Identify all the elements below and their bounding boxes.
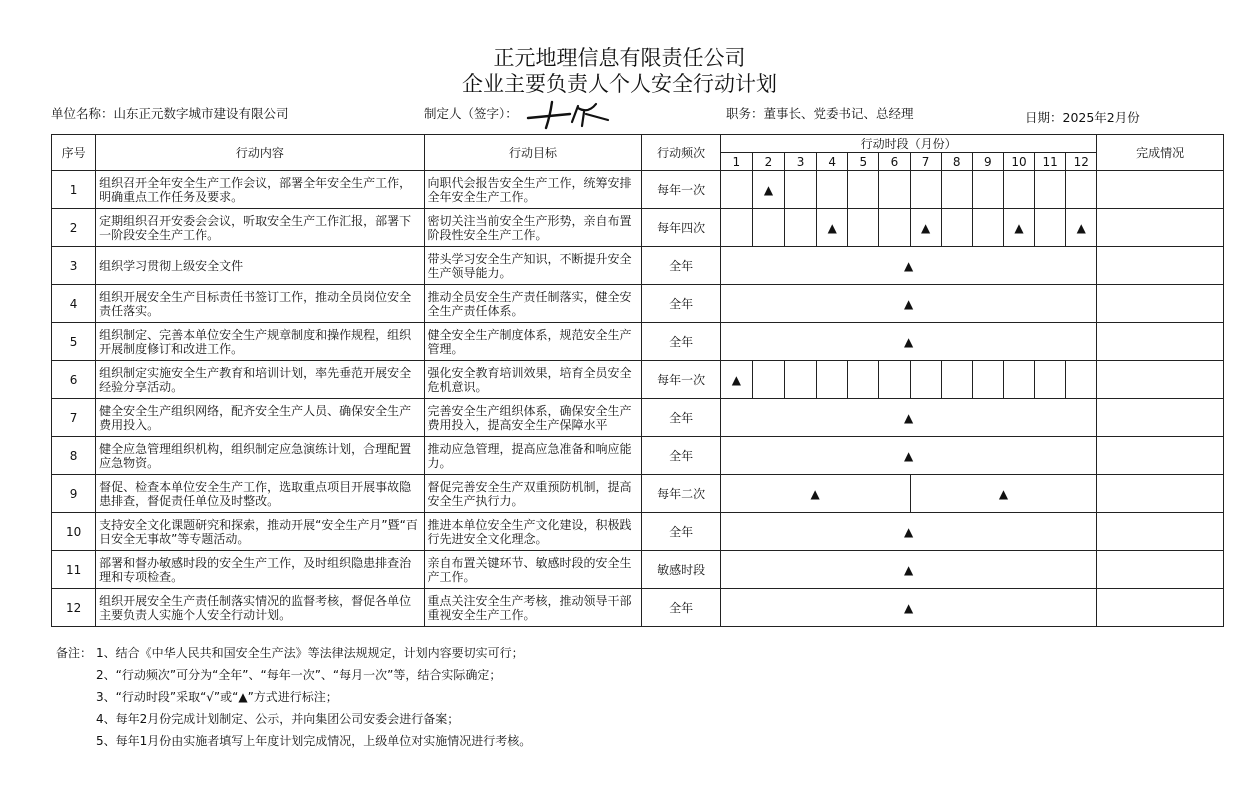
row-frequency: 每年一次 [642,361,720,399]
month-cell [785,171,817,209]
row-goal: 推进本单位安全生产文化建设，积极践行先进安全文化理念。 [424,513,642,551]
row-goal: 密切关注当前安全生产形势，亲自布置阶段性安全生产工作。 [424,209,642,247]
row-content: 组织召开全年安全生产工作会议，部署全年安全生产工作，明确重点工作任务及要求。 [96,171,424,209]
row-status [1097,285,1224,323]
month-cell [972,209,1003,247]
row-frequency: 全年 [642,323,720,361]
month-cell: ▲ [910,209,941,247]
header-frequency: 行动频次 [642,135,720,171]
row-frequency: 每年四次 [642,209,720,247]
row-content: 健全应急管理组织机构，组织制定应急演练计划，合理配置应急物资。 [96,437,424,475]
month-cell [848,361,879,399]
row-seq: 9 [52,475,96,513]
table-row [52,323,1224,361]
month-header: 1 [720,153,752,171]
month-cell [941,171,972,209]
notes [56,642,531,752]
period-full-year-cell: ▲ [720,285,1097,323]
table-row [52,513,1224,551]
row-content: 组织开展安全生产目标责任书签订工作，推动全员岗位安全责任落实。 [96,285,424,323]
period-full-year-cell: ▲ [720,399,1097,437]
month-cell [1003,171,1034,209]
period-full-year-cell: ▲ [720,437,1097,475]
month-cell [1035,361,1066,399]
month-cell [1003,361,1034,399]
plan-maker-label: 制定人（签字）： [424,106,518,121]
row-frequency: 每年二次 [642,475,720,513]
row-frequency: 每年一次 [642,171,720,209]
table-row [52,589,1224,627]
month-cell [752,361,784,399]
month-header: 6 [879,153,910,171]
month-cell [817,171,848,209]
table-row [52,475,1224,513]
period-half-cell: ▲ [910,475,1097,513]
month-cell [879,209,910,247]
row-goal: 重点关注安全生产考核，推动领导干部重视安全生产工作。 [424,589,642,627]
note-item: 1、结合《中华人民共和国安全生产法》等法律法规规定，计划内容要切实可行； [96,646,524,660]
row-goal: 带头学习安全生产知识，不断提升安全生产领导能力。 [424,247,642,285]
table-row [52,437,1224,475]
header-period: 行动时段（月份） [720,135,1097,153]
row-content: 部署和督办敏感时段的安全生产工作，及时组织隐患排查治理和专项检查。 [96,551,424,589]
row-goal: 推动应急管理，提高应急准备和响应能力。 [424,437,642,475]
date: 日期：2025年2月份 [1025,110,1140,125]
row-content: 督促、检查本单位安全生产工作，选取重点项目开展事故隐患排查，督促责任单位及时整改。 [96,475,424,513]
row-goal: 健全安全生产制度体系，规范安全生产管理。 [424,323,642,361]
row-seq: 5 [52,323,96,361]
month-header: 5 [848,153,879,171]
row-frequency: 全年 [642,589,720,627]
period-full-year-cell: ▲ [720,247,1097,285]
row-status [1097,399,1224,437]
month-cell: ▲ [1066,209,1097,247]
row-goal: 强化安全教育培训效果，培育全员安全危机意识。 [424,361,642,399]
month-cell [848,209,879,247]
row-status [1097,323,1224,361]
row-content: 组织开展安全生产责任制落实情况的监督考核，督促各单位主要负责人实施个人安全行动计划。 [96,589,424,627]
row-status [1097,475,1224,513]
month-cell [1066,361,1097,399]
row-goal: 亲自布置关键环节、敏感时段的安全生产工作。 [424,551,642,589]
row-frequency: 敏感时段 [642,551,720,589]
month-cell [720,209,752,247]
row-content: 组织学习贯彻上级安全文件 [96,247,424,285]
row-content: 支持安全文化课题研究和探索，推动开展“安全生产月”暨“百日安全无事故”等专题活动。 [96,513,424,551]
month-cell [817,361,848,399]
row-frequency: 全年 [642,437,720,475]
period-full-year-cell: ▲ [720,513,1097,551]
company-title: 正元地理信息有限责任公司 [493,46,746,70]
month-header: 4 [817,153,848,171]
month-cell: ▲ [720,361,752,399]
action-plan-table [51,134,1224,627]
month-header: 11 [1035,153,1066,171]
row-goal: 完善安全生产组织体系，确保安全生产费用投入，提高安全生产保障水平 [424,399,642,437]
month-cell [972,361,1003,399]
row-goal: 督促完善安全生产双重预防机制，提高安全生产执行力。 [424,475,642,513]
month-cell: ▲ [1003,209,1034,247]
row-seq: 3 [52,247,96,285]
month-header: 8 [941,153,972,171]
row-content: 组织制定实施安全生产教育和培训计划，率先垂范开展安全经验分享活动。 [96,361,424,399]
row-content: 健全安全生产组织网络，配齐安全生产人员、确保安全生产费用投入。 [96,399,424,437]
table-row [52,247,1224,285]
month-cell [1035,209,1066,247]
row-status [1097,361,1224,399]
month-cell [720,171,752,209]
table-row [52,209,1224,247]
row-frequency: 全年 [642,399,720,437]
table-row [52,361,1224,399]
month-cell [910,171,941,209]
header-status: 完成情况 [1097,135,1224,171]
month-cell [848,171,879,209]
period-full-year-cell: ▲ [720,323,1097,361]
month-cell [972,171,1003,209]
row-status [1097,513,1224,551]
month-header: 9 [972,153,1003,171]
row-seq: 10 [52,513,96,551]
plan-title: 企业主要负责人个人安全行动计划 [462,72,777,96]
note-item: 3、“行动时段”采取“√”或“▲”方式进行标注； [96,690,338,704]
handwritten-signature [522,100,614,130]
month-cell [941,361,972,399]
month-cell [910,361,941,399]
row-status [1097,171,1224,209]
row-seq: 12 [52,589,96,627]
table-row [52,551,1224,589]
row-seq: 4 [52,285,96,323]
month-cell [879,171,910,209]
row-content: 组织制定、完善本单位安全生产规章制度和操作规程，组织开展制度修订和改进工作。 [96,323,424,361]
month-cell: ▲ [817,209,848,247]
month-cell [785,209,817,247]
month-header: 2 [752,153,784,171]
period-full-year-cell: ▲ [720,551,1097,589]
header-seq: 序号 [52,135,96,171]
table-row [52,285,1224,323]
row-seq: 1 [52,171,96,209]
month-header: 12 [1066,153,1097,171]
row-seq: 8 [52,437,96,475]
period-full-year-cell: ▲ [720,589,1097,627]
note-item: 4、每年2月份完成计划制定、公示，并向集团公司安委会进行备案； [96,712,460,726]
row-goal: 向职代会报告安全生产工作，统筹安排全年安全生产工作。 [424,171,642,209]
month-header: 7 [910,153,941,171]
month-cell [941,209,972,247]
row-seq: 2 [52,209,96,247]
row-status [1097,209,1224,247]
month-cell [1035,171,1066,209]
row-status [1097,247,1224,285]
header-content: 行动内容 [96,135,424,171]
row-seq: 6 [52,361,96,399]
row-frequency: 全年 [642,285,720,323]
row-status [1097,589,1224,627]
unit-name: 单位名称：山东正元数字城市建设有限公司 [51,106,289,121]
table-row [52,399,1224,437]
note-item: 5、每年1月份由实施者填写上年度计划完成情况，上级单位对实施情况进行考核。 [96,734,532,748]
month-header: 10 [1003,153,1034,171]
row-status [1097,437,1224,475]
notes-label: 备注： [56,646,93,660]
month-header: 3 [785,153,817,171]
table-row [52,171,1224,209]
month-cell: ▲ [752,171,784,209]
row-seq: 7 [52,399,96,437]
header-goal: 行动目标 [424,135,642,171]
period-half-cell: ▲ [720,475,910,513]
row-seq: 11 [52,551,96,589]
month-cell [785,361,817,399]
month-cell [752,209,784,247]
row-status [1097,551,1224,589]
row-frequency: 全年 [642,513,720,551]
month-cell [879,361,910,399]
row-content: 定期组织召开安委会会议，听取安全生产工作汇报，部署下一阶段安全生产工作。 [96,209,424,247]
row-goal: 推动全员安全生产责任制落实，健全安全生产责任体系。 [424,285,642,323]
row-frequency: 全年 [642,247,720,285]
note-item: 2、“行动频次”可分为“全年”、“每年一次”、“每月一次”等，结合实际确定； [96,668,502,682]
month-cell [1066,171,1097,209]
position: 职务：董事长、党委书记、总经理 [726,106,914,121]
